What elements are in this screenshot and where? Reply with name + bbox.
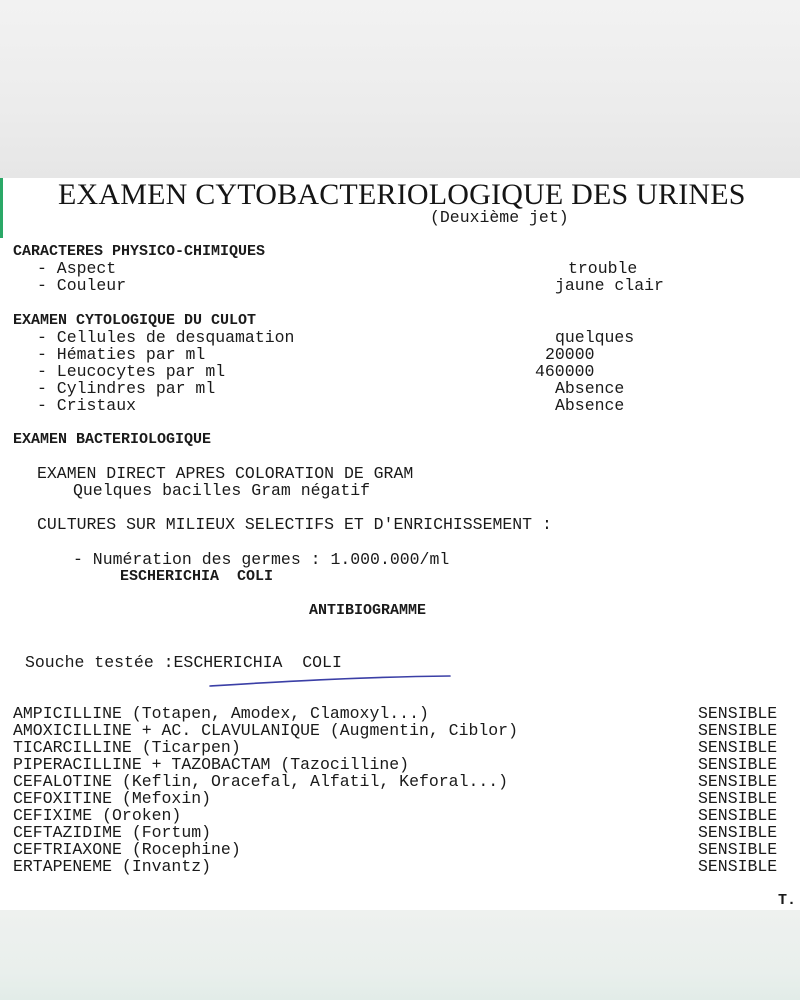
cyto-value: quelques xyxy=(555,328,635,347)
antibiotic-name: CEFTAZIDIME (Fortum) xyxy=(13,823,212,842)
gram-result: Quelques bacilles Gram négatif xyxy=(73,481,371,500)
antibiogram-heading: ANTIBIOGRAMME xyxy=(309,602,427,619)
document-subtitle: (Deuxième jet) xyxy=(430,208,569,227)
antibiotic-name: ERTAPENEME (Invantz) xyxy=(13,857,212,876)
antibiotic-result: SENSIBLE xyxy=(698,721,778,740)
cultures-heading: CULTURES SUR MILIEUX SELECTIFS ET D'ENRICHISSEMENT : xyxy=(37,515,552,534)
antibiotic-result: SENSIBLE xyxy=(698,755,778,774)
physico-label: - Couleur xyxy=(37,276,127,295)
antibiotic-name: CEFOXITINE (Mefoxin) xyxy=(13,789,212,808)
physico-label: - Aspect xyxy=(37,259,117,278)
physico-value: trouble xyxy=(568,259,638,278)
cyto-label: - Hématies par ml xyxy=(37,345,206,364)
cyto-label: - Leucocytes par ml xyxy=(37,362,226,381)
antibiotic-result: SENSIBLE xyxy=(698,738,778,757)
antibiotic-result: SENSIBLE xyxy=(698,840,778,859)
antibiotic-name: CEFIXIME (Oroken) xyxy=(13,806,182,825)
pen-underline xyxy=(205,668,455,692)
strain-label: Souche testée :ESCHERICHIA COLI xyxy=(25,653,342,672)
gram-heading: EXAMEN DIRECT APRES COLORATION DE GRAM xyxy=(37,464,414,483)
germ-name: ESCHERICHIA COLI xyxy=(120,568,274,585)
cyto-value: Absence xyxy=(555,379,625,398)
photo-background-top xyxy=(0,0,800,178)
cyto-heading: EXAMEN CYTOLOGIQUE DU CULOT xyxy=(13,312,257,329)
antibiotic-result: SENSIBLE xyxy=(698,857,778,876)
cyto-value: Absence xyxy=(555,396,625,415)
photo-background-bottom xyxy=(0,910,800,1000)
cyto-label: - Cristaux xyxy=(37,396,137,415)
cyto-value: 20000 xyxy=(545,345,595,364)
antibiotic-result: SENSIBLE xyxy=(698,789,778,808)
physico-value: jaune clair xyxy=(555,276,664,295)
antibiotic-name: PIPERACILLINE + TAZOBACTAM (Tazocilline) xyxy=(13,755,410,774)
cyto-label: - Cellules de desquamation xyxy=(37,328,295,347)
cyto-value: 460000 xyxy=(535,362,595,381)
antibiotic-name: AMOXICILLINE + AC. CLAVULANIQUE (Augmentin, Ciblor) xyxy=(13,721,518,740)
bacterio-heading: EXAMEN BACTERIOLOGIQUE xyxy=(13,431,212,448)
document-title: EXAMEN CYTOBACTERIOLOGIQUE DES URINES xyxy=(58,178,746,211)
page-marker: T. xyxy=(778,892,797,909)
antibiotic-name: CEFTRIAXONE (Rocephine) xyxy=(13,840,241,859)
cyto-label: - Cylindres par ml xyxy=(37,379,216,398)
antibiotic-name: AMPICILLINE (Totapen, Amodex, Clamoxyl...) xyxy=(13,704,429,723)
antibiotic-name: TICARCILLINE (Ticarpen) xyxy=(13,738,241,757)
germ-count: - Numération des germes : 1.000.000/ml xyxy=(73,550,450,569)
antibiotic-result: SENSIBLE xyxy=(698,823,778,842)
antibiotic-name: CEFALOTINE (Keflin, Oracefal, Alfatil, Keforal...) xyxy=(13,772,509,791)
physico-heading: CARACTERES PHYSICO-CHIMIQUES xyxy=(13,243,266,260)
antibiotic-result: SENSIBLE xyxy=(698,772,778,791)
paper-edge xyxy=(0,178,3,238)
antibiotic-result: SENSIBLE xyxy=(698,704,778,723)
antibiotic-result: SENSIBLE xyxy=(698,806,778,825)
